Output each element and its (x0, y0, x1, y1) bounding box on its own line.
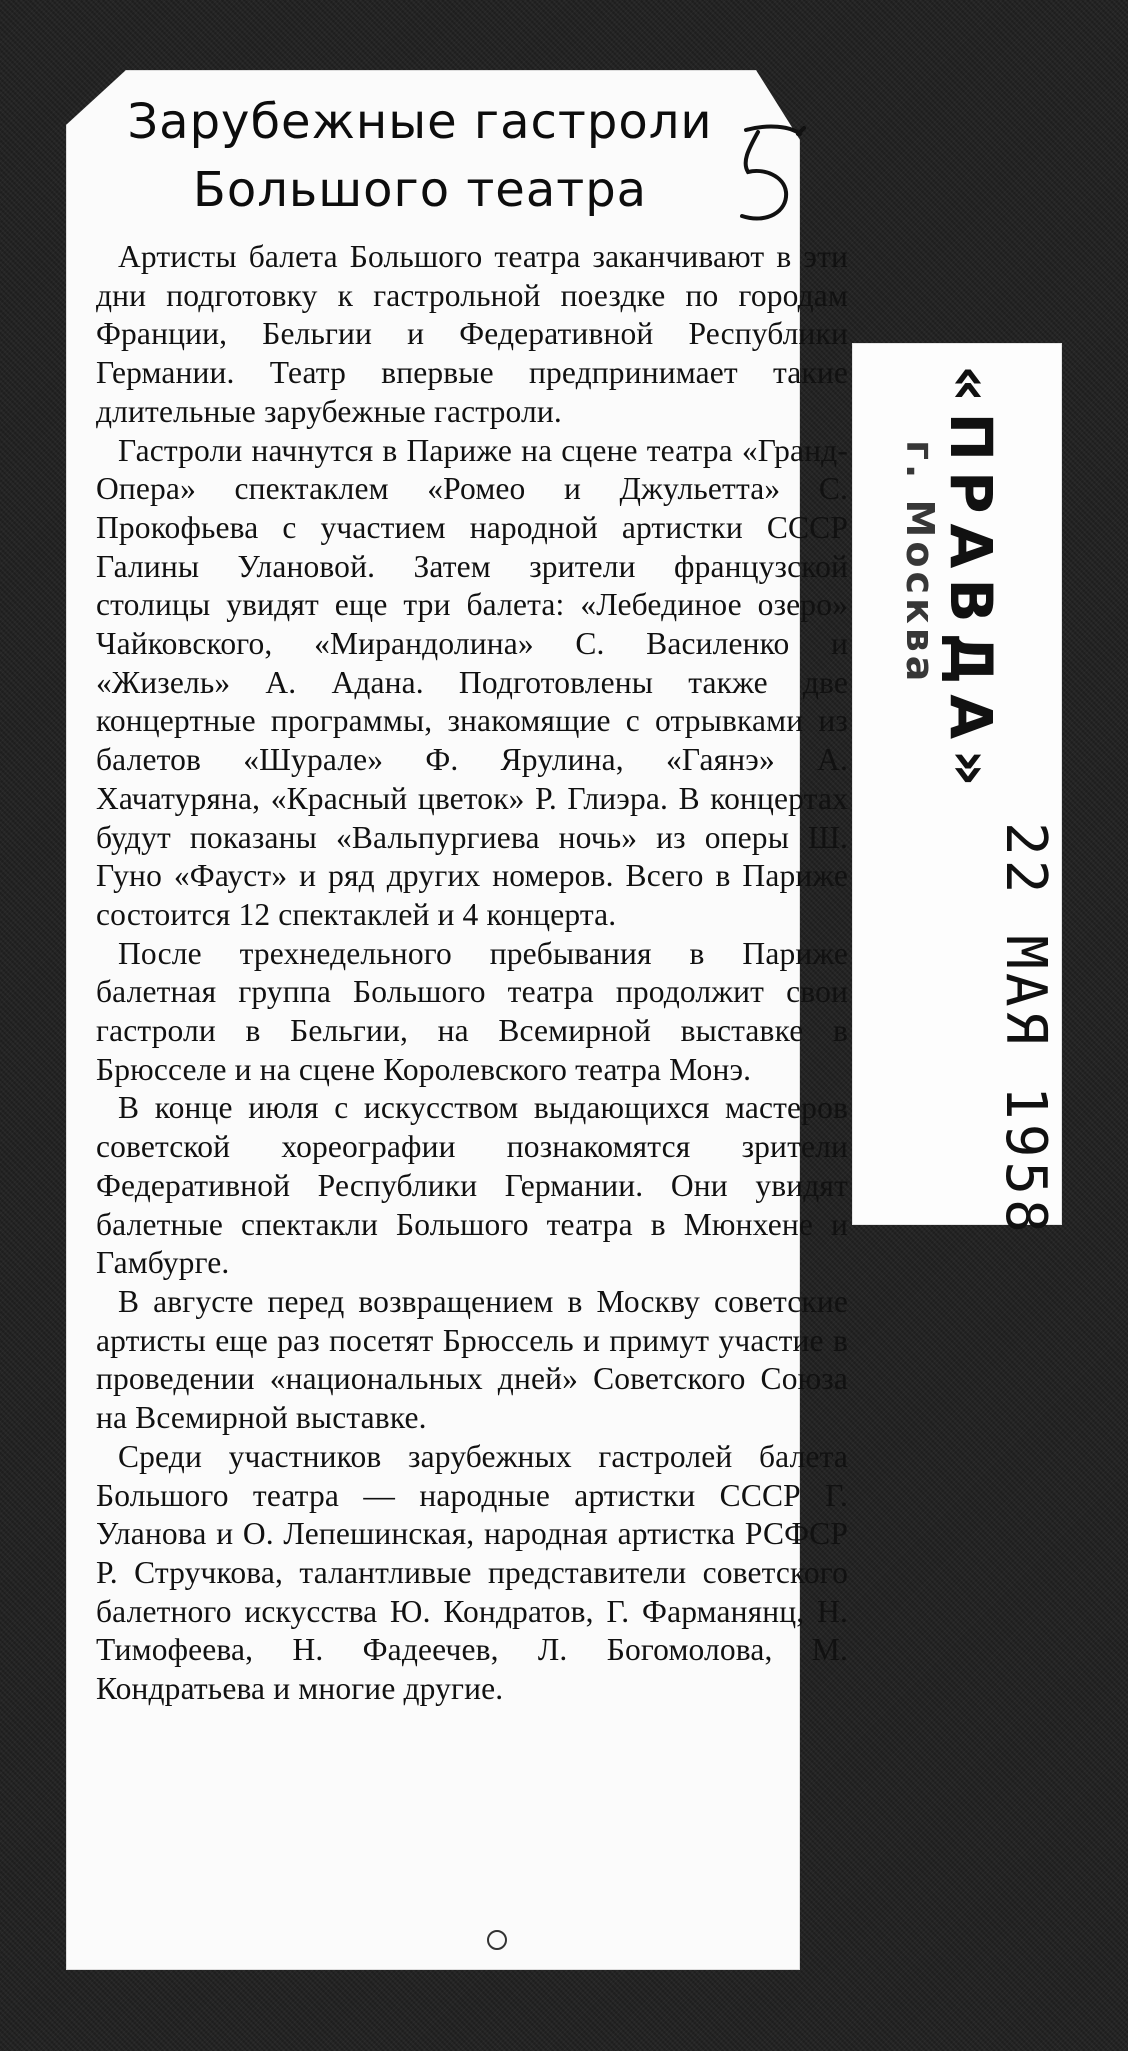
article-headline (94, 88, 746, 224)
paragraph-2: Гастроли начнутся в Париже на сцене театра «Гранд-Опера» спектаклем «Ромео и Джульетта» С. Прокофьева с участием народной артистки СССР Галины Улановой. Затем зрители французской столицы увидят еще три балета: «Лебединое озеро» Чайковского, «Мирандолина» С. Василенко и «Жизель» А. Адана. Подготовлены также две концертные программы, знакомящие с отрывками из балетов «Шурале» Ф. Ярулина, «Гаянэ» А. Хачатуряна, «Красный цветок» Р. Глиэра. В концертах будут показаны «Вальпургиева ночь» из оперы Ш. Гуно «Фауст» и ряд других номеров. Всего в Париже состоится 12 спектаклей и 4 концерта. (96, 432, 848, 932)
paragraph-1: Артисты балета Большого театра заканчивают в эти дни подготовку к гастрольной поездке по городам Франции, Бельгии и Федеративной Республики Германии. Театр впервые предпринимает такие длительные зарубежные гастроли. (96, 239, 848, 429)
handwritten-mark (728, 120, 814, 230)
stamp-city: г. Москва (898, 440, 942, 686)
article-body (96, 238, 848, 1709)
headline-line-2: Большого театра (192, 162, 648, 218)
paragraph-4: В конце июля с искусством выдающихся мастеров советской хореографии познакомятся зрители Федеративной Республики Германии. Они увидят балетные спектакли Большого театра в Мюнхене и Гамбурге. (96, 1090, 848, 1281)
paragraph-3: После трехнедельного пребывания в Париже балетная группа Большого театра продолжит свои гастроли в Бельгии, на Всемирной выставке в Брюсселе и на сцене Королевского театра Монэ. (96, 935, 848, 1087)
paragraph-5: В августе перед возвращением в Москву советские артисты еще раз посетят Брюссель и примут участие в проведении «национальных дней» Советского Союза на Всемирной выставке. (96, 1283, 848, 1436)
headline-line-1: Зарубежные гастроли (127, 94, 713, 150)
paragraph-6: Среди участников зарубежных гастролей балета Большого театра — народные артистки СССР Г. Уланова и О. Лепешинская, народная артистка РСФСР Р. Стручкова, талантливые представители советского балетного искусства Ю. Кондратов, Г. Фарманянц, Н. Тимофеева, Н. Фадеечев, Л. Богомолова, М. Кондратьева и многие другие. (96, 1438, 848, 1707)
stamp-date: 22 МАЯ 1958 (993, 822, 1058, 1237)
stamp-newspaper-name: «ПРАВДА» (937, 365, 1005, 797)
ink-ring-mark (487, 1930, 507, 1950)
